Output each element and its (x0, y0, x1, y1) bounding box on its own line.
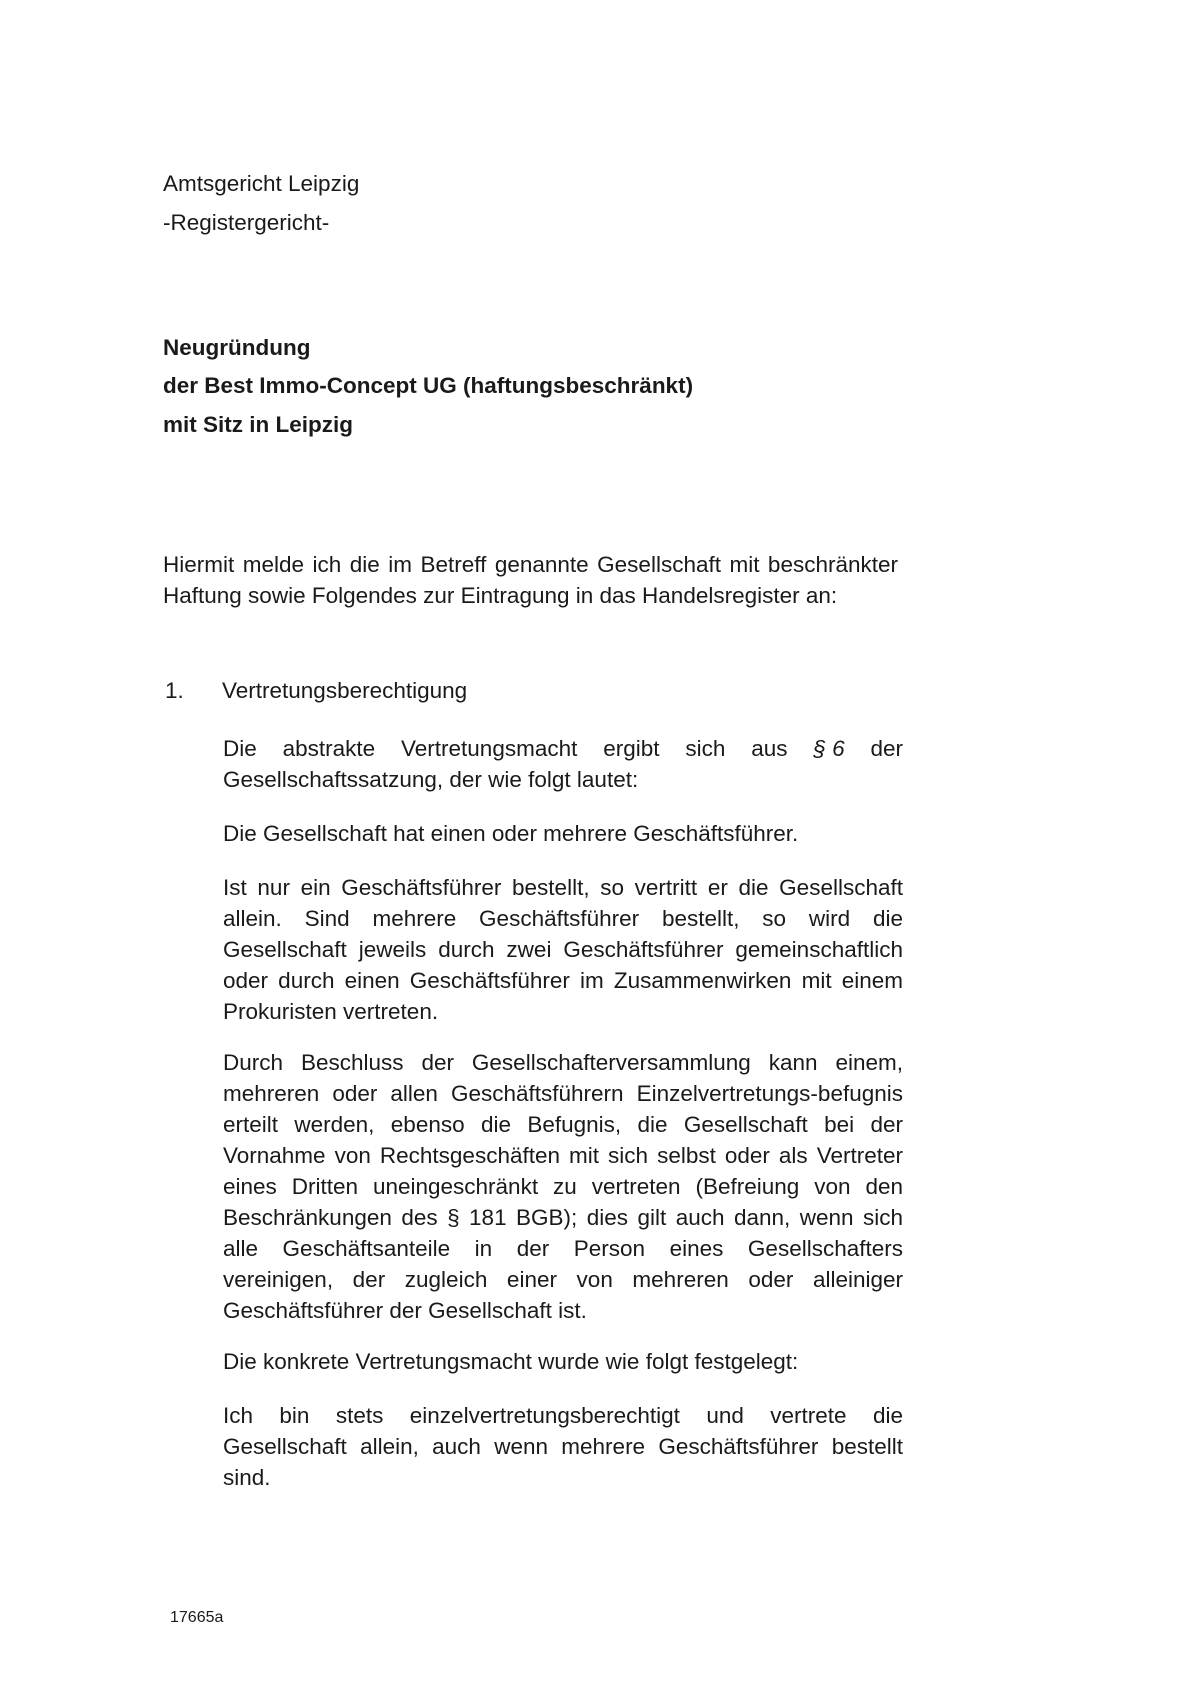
abstract-ref: § 6 (813, 736, 845, 761)
section-title: Vertretungsberechtigung (222, 678, 468, 703)
concrete-authority-paragraph: Ich bin stets einzelvertretungsberechtigt und vertrete die Gesellschaft allein, auch wenn mehrere Geschäftsführer bestellt sind. (223, 1403, 903, 1490)
court-department: -Registergericht- (163, 210, 330, 235)
subject-line-3: mit Sitz in Leipzig (163, 412, 353, 437)
document-code: 17665a (170, 1609, 224, 1626)
abstract-lead-word: sich (685, 736, 726, 761)
clause-1: Die Gesellschaft hat einen oder mehrere Geschäftsführer. (223, 821, 799, 846)
abstract-line-2: Gesellschaftssatzung, der wie folgt lautet: (223, 767, 639, 792)
abstract-tail: der (870, 736, 903, 761)
intro-paragraph: Hiermit melde ich die im Betreff genannte Gesellschaft mit beschränkter Haftung sowie Folgendes zur Eintragung in das Handelsregister an: (163, 552, 898, 608)
clause-3: Durch Beschluss der Gesellschafterversammlung kann einem, mehreren oder allen Geschäftsführern Einzelvertretungs-befugnis erteilt werden, ebenso die Befugnis, die Gesellschaft bei der Vornahme von Rechtsgeschäften mit sich selbst oder als Vertreter eines Dritten uneingeschränkt zu vertreten (Befreiung von den Beschränkungen des § 181 BGB); dies gilt auch dann, wenn sich alle Geschäftsanteile in der Person eines Gesellschafters vereinigen, der zugleich einer von mehreren oder alleiniger Geschäftsführer der Gesellschaft ist. (223, 1050, 903, 1323)
abstract-lead-word: aus (751, 736, 788, 761)
subject-line-1: Neugründung (163, 335, 311, 360)
abstract-authority-paragraph (223, 733, 903, 795)
abstract-lead-word: abstrakte (282, 736, 376, 761)
abstract-lead-word: ergibt (603, 736, 660, 761)
concrete-authority-intro: Die konkrete Vertretungsmacht wurde wie folgt festgelegt: (223, 1349, 799, 1374)
abstract-lead-word: Vertretungsmacht (401, 736, 578, 761)
court-name: Amtsgericht Leipzig (163, 171, 360, 196)
section-number: 1. (165, 678, 184, 703)
abstract-lead-word: Die (223, 736, 257, 761)
clause-2: Ist nur ein Geschäftsführer bestellt, so vertritt er die Gesellschaft allein. Sind mehrere Geschäftsführer bestellt, so wird die Gesellschaft jeweils durch zwei Geschäftsführer gemeinschaftlich oder durch einen Geschäftsführer im Zusammenwirken mit einem Prokuristen vertreten. (223, 875, 903, 1024)
subject-line-2: der Best Immo-Concept UG (haftungsbeschränkt) (163, 373, 694, 398)
